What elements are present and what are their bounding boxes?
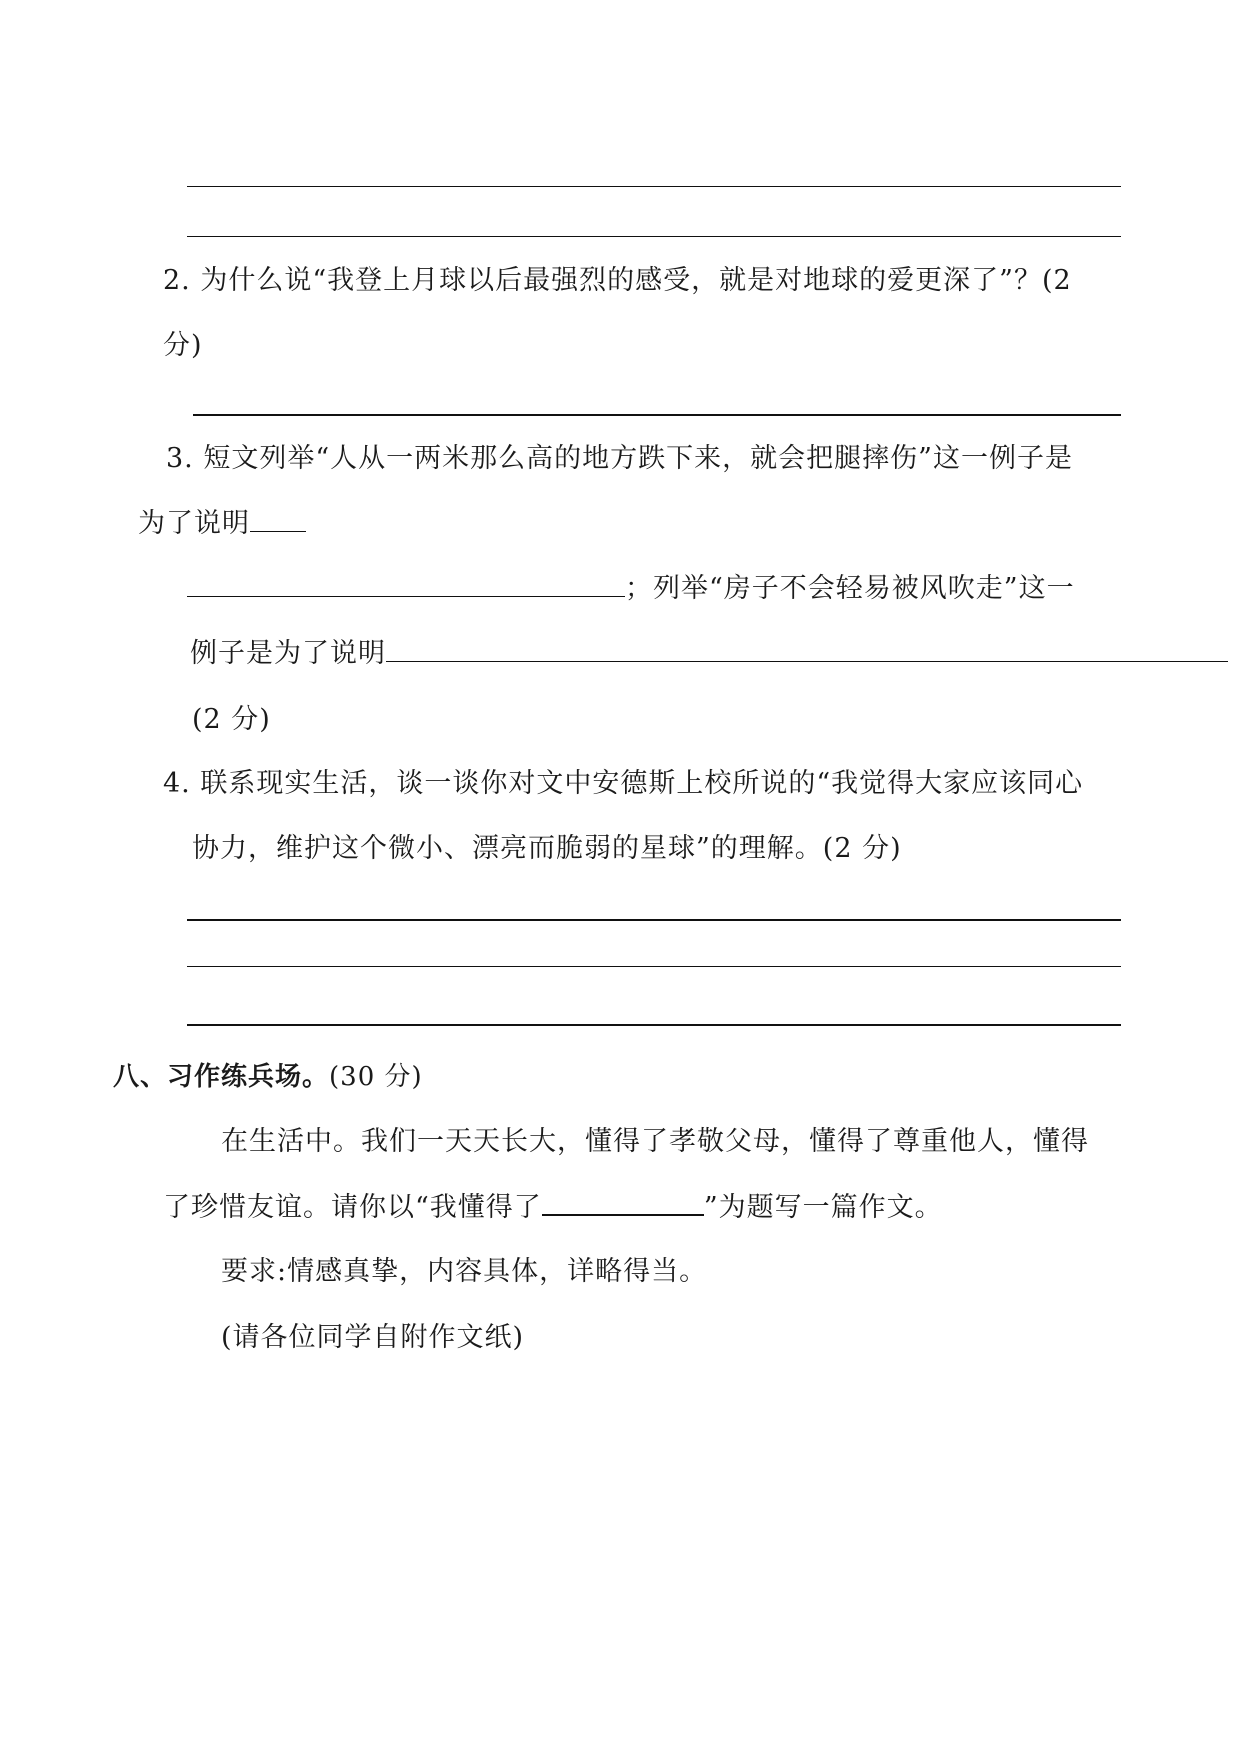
question-3-line2 <box>138 507 306 541</box>
question-3-prefix: 为了说明 <box>138 508 250 539</box>
answer-line[interactable] <box>187 966 1121 967</box>
essay-note: (请各位同学自附作文纸) <box>221 1322 525 1353</box>
answer-line[interactable] <box>187 1024 1121 1026</box>
question-2-score: 分) <box>163 330 203 361</box>
essay-prompt-suffix: ”为题写一篇作文。 <box>703 1192 943 1223</box>
essay-prompt-line1: 在生活中。我们一天天长大，懂得了孝敬父母，懂得了尊重他人，懂得 <box>221 1126 1089 1157</box>
fill-in-blank[interactable] <box>187 572 625 597</box>
question-2-text: 2. 为什么说“我登上月球以后最强烈的感受，就是对地球的爱更深了”？(2 <box>163 265 1072 296</box>
answer-line[interactable] <box>187 919 1121 921</box>
answer-line[interactable] <box>187 236 1121 237</box>
question-3-line4 <box>190 637 1228 671</box>
question-4-line2: 协力，维护这个微小、漂亮而脆弱的星球”的理解。(2 分) <box>192 833 902 864</box>
question-3-prefix-2: 例子是为了说明 <box>190 638 386 669</box>
question-3-score: (2 分) <box>192 704 271 735</box>
question-3-line3 <box>187 572 1075 606</box>
question-4-text: 4. 联系现实生活，谈一谈你对文中安德斯上校所说的“我觉得大家应该同心 <box>163 768 1084 799</box>
question-3-text: 3. 短文列举“人从一两米那么高的地方跌下来，就会把腿摔伤”这一例子是 <box>166 443 1073 474</box>
answer-line[interactable] <box>193 414 1121 416</box>
section-8-score: (30 分) <box>329 1062 423 1092</box>
fill-in-blank[interactable] <box>386 637 1228 662</box>
essay-requirement: 要求:情感真挚，内容具体，详略得当。 <box>221 1256 708 1287</box>
essay-title-blank[interactable] <box>542 1190 704 1216</box>
fill-in-blank[interactable] <box>250 507 306 532</box>
essay-prompt-line2 <box>163 1190 943 1225</box>
essay-prompt-prefix: 了珍惜友谊。请你以“我懂得了 <box>163 1192 542 1223</box>
question-3-suffix: ；列举“房子不会轻易被风吹走”这一 <box>625 573 1075 604</box>
section-8-heading <box>113 1060 423 1094</box>
section-8-title: 八、习作练兵场。 <box>113 1062 330 1092</box>
answer-line[interactable] <box>187 186 1121 187</box>
